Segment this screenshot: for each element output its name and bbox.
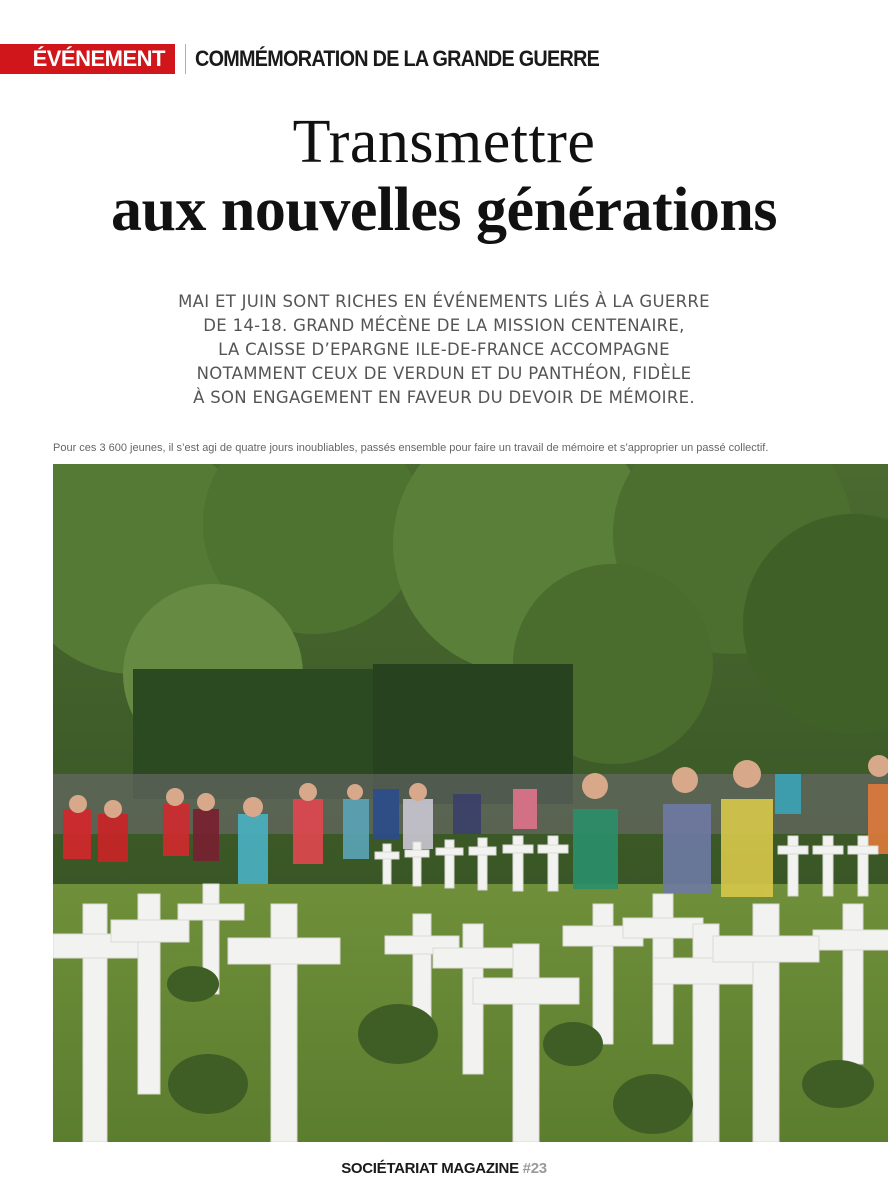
lead-line: DE 14-18. GRAND MÉCÈNE DE LA MISSION CENTENAIRE, bbox=[203, 316, 685, 335]
magazine-name: SOCIÉTARIAT MAGAZINE bbox=[341, 1160, 519, 1177]
lead-line: LA CAISSE D’EPARGNE ILE-DE-FRANCE ACCOMPAGNE bbox=[218, 340, 670, 359]
cemetery-photo bbox=[53, 464, 888, 1142]
section-rubric bbox=[0, 44, 644, 74]
lead-line: NOTAMMENT CEUX DE VERDUN ET DU PANTHÉON, FIDÈLE bbox=[196, 364, 692, 383]
rubric-divider bbox=[185, 44, 186, 74]
headline-line-2: aux nouvelles générations bbox=[110, 176, 778, 244]
lead-line: MAI ET JUIN SONT RICHES EN ÉVÉNEMENTS LIÉS À LA GUERRE bbox=[178, 292, 710, 311]
section-title: COMMÉMORATION DE LA GRANDE GUERRE bbox=[195, 46, 600, 71]
section-tag: ÉVÉNEMENT bbox=[0, 44, 175, 74]
article-lead bbox=[120, 290, 768, 410]
photo-caption: Pour ces 3 600 jeunes, il s’est agi de quatre jours inoubliables, passés ensemble pour faire un travail de mémoire et s’approprier un passé collectif. bbox=[53, 442, 769, 454]
lead-line: À SON ENGAGEMENT EN FAVEUR DU DEVOIR DE MÉMOIRE. bbox=[193, 388, 695, 407]
article-headline bbox=[0, 108, 888, 244]
page-footer bbox=[0, 1160, 888, 1177]
issue-number: #23 bbox=[522, 1160, 547, 1177]
photo-illustration bbox=[53, 464, 888, 1142]
headline-line-1: Transmettre bbox=[292, 108, 596, 176]
